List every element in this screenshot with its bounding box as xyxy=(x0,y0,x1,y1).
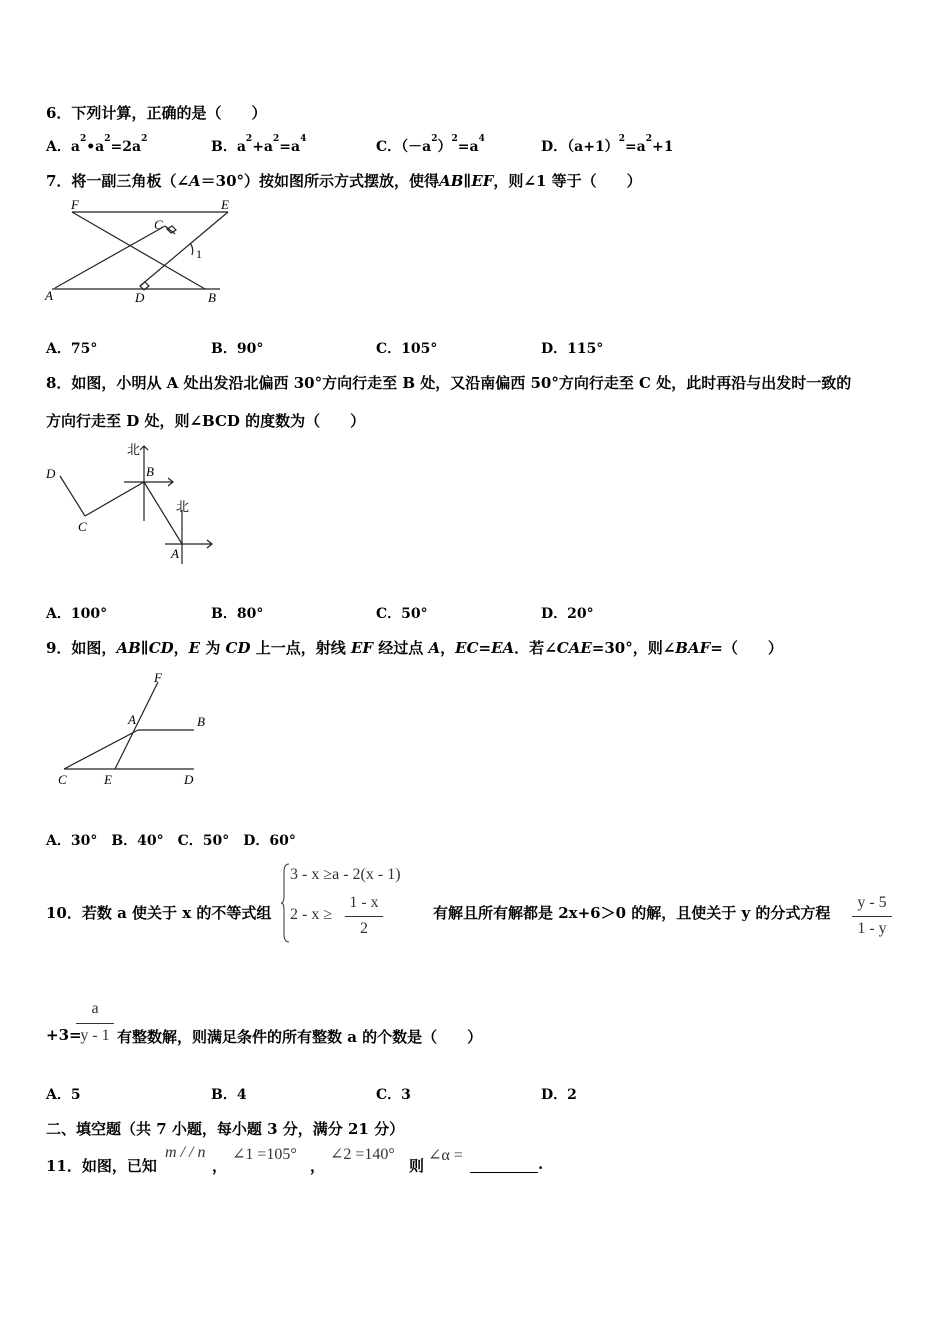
label-C: C xyxy=(58,772,67,787)
label-C: C xyxy=(154,217,163,232)
q11-end: . xyxy=(538,1155,544,1173)
q9-stem: 9．如图，AB∥CD，E 为 CD 上一点，射线 EF 经过点 A，EC=EA．若∠CAE=30°，则∠BAF=（ ） xyxy=(46,639,783,657)
label-B: B xyxy=(146,464,154,479)
label-north-1: 北 xyxy=(127,442,141,457)
q9-options: A．30° B．40° C．50° D．60° xyxy=(46,833,296,849)
q10-line2-post: 有整数解，则满足条件的所有整数 a 的个数是（ ） xyxy=(117,1028,483,1046)
q6-option-d: D．$(a+1)^2=a^2+1$ xyxy=(541,134,674,155)
q7-option-a: A．75° xyxy=(46,341,98,357)
q8-option-c: C．50° xyxy=(376,606,428,622)
q10-fraction-bar-1 xyxy=(345,916,383,917)
q10-inequality-2-denominator: 2 xyxy=(360,920,368,937)
q7-option-c: C．105° xyxy=(376,341,438,357)
label-D: D xyxy=(135,290,145,305)
q10-option-c: C．3 xyxy=(376,1087,411,1103)
q10-fraction-bar-2 xyxy=(852,916,892,917)
q10-stem-mid: 有解且所有解都是 2x+6＞0 的解，且使关于 y 的分式方程 xyxy=(433,904,831,922)
q11-sep-2: ， xyxy=(310,1157,326,1175)
q8-option-d: D．20° xyxy=(541,606,594,622)
q6-option-a: A．$a^2•a^2=2a^2$ xyxy=(46,134,148,155)
q11-m-parallel-n: m / / n xyxy=(165,1144,206,1161)
label-E: E xyxy=(221,197,229,212)
q9-figure xyxy=(52,668,222,790)
q7-option-d: D．115° xyxy=(541,341,604,357)
q8-figure xyxy=(40,436,230,576)
q7-stem: 7．将一副三角板（∠A＝30°）按如图所示方式摆放，使得AB∥EF，则∠1 等于（ ） xyxy=(46,172,642,190)
label-B: B xyxy=(208,290,216,305)
label-D: D xyxy=(46,466,56,481)
q10-stem-pre: 10．若数 a 使关于 x 的不等式组 xyxy=(46,904,272,922)
q11-angle-1: ∠1 =105° xyxy=(232,1146,297,1163)
q7-figure xyxy=(40,196,250,311)
label-A: A xyxy=(171,546,179,561)
q11-then: 则 xyxy=(409,1157,425,1175)
q10-fraction-bar-3 xyxy=(76,1023,114,1024)
q10-fraction-1-denominator: 1 - y xyxy=(857,920,887,937)
section-2-title: 二、填空题（共 7 小题，每小题 3 分，满分 21 分） xyxy=(46,1120,405,1138)
label-A: A xyxy=(45,288,53,303)
q10-fraction-1-numerator: y - 5 xyxy=(857,894,887,911)
label-D: D xyxy=(184,772,194,787)
q8-option-b: B．80° xyxy=(211,606,264,622)
q8-option-a: A．100° xyxy=(46,606,108,622)
q7-option-b: B．90° xyxy=(211,341,264,357)
q6-option-b: B．$a^2+a^2=a^4$ xyxy=(211,134,307,155)
label-F: F xyxy=(154,670,162,685)
q10-option-b: B．4 xyxy=(211,1087,247,1103)
q10-fraction-2-denominator: y - 1 xyxy=(80,1027,110,1044)
q8-stem-line2: 方向行走至 D 处，则∠BCD 的度数为（ ） xyxy=(46,412,366,430)
q10-fraction-2-numerator: a xyxy=(91,1000,99,1017)
label-A: A xyxy=(128,712,136,727)
q11-angle-2: ∠2 =140° xyxy=(330,1146,395,1163)
q10-line2-pre: +3= xyxy=(46,1026,82,1044)
q8-stem-line1: 8．如图，小明从 A 处出发沿北偏西 30°方向行走至 B 处，又沿南偏西 50°方向行走至 C 处，此时再沿与出发时一致的 xyxy=(46,374,852,392)
q10-inequality-1: 3 - x ≥a - 2(x - 1) xyxy=(290,866,401,883)
q10-option-a: A．5 xyxy=(46,1087,81,1103)
q6-option-c: C．$(-a^2)^2=a^4$ xyxy=(376,134,485,155)
label-F: F xyxy=(71,197,79,212)
q11-alpha: ∠α = xyxy=(428,1147,463,1164)
q11-stem-pre: 11．如图，已知 xyxy=(46,1157,157,1175)
q10-inequality-2-numerator: 1 - x xyxy=(349,894,379,911)
q11-sep-1: ， xyxy=(212,1157,228,1175)
label-B: B xyxy=(197,714,205,729)
q11-answer-blank[interactable] xyxy=(470,1158,538,1177)
q10-inequality-2-left: 2 - x ≥ xyxy=(290,906,333,923)
label-north-2: 北 xyxy=(176,499,190,514)
q10-system-brace xyxy=(280,862,290,944)
q10-option-d: D．2 xyxy=(541,1087,577,1103)
label-E: E xyxy=(104,772,112,787)
label-1: 1 xyxy=(196,247,202,261)
q6-stem: 6．下列计算，正确的是（ ） xyxy=(46,104,267,122)
label-C: C xyxy=(78,519,87,534)
